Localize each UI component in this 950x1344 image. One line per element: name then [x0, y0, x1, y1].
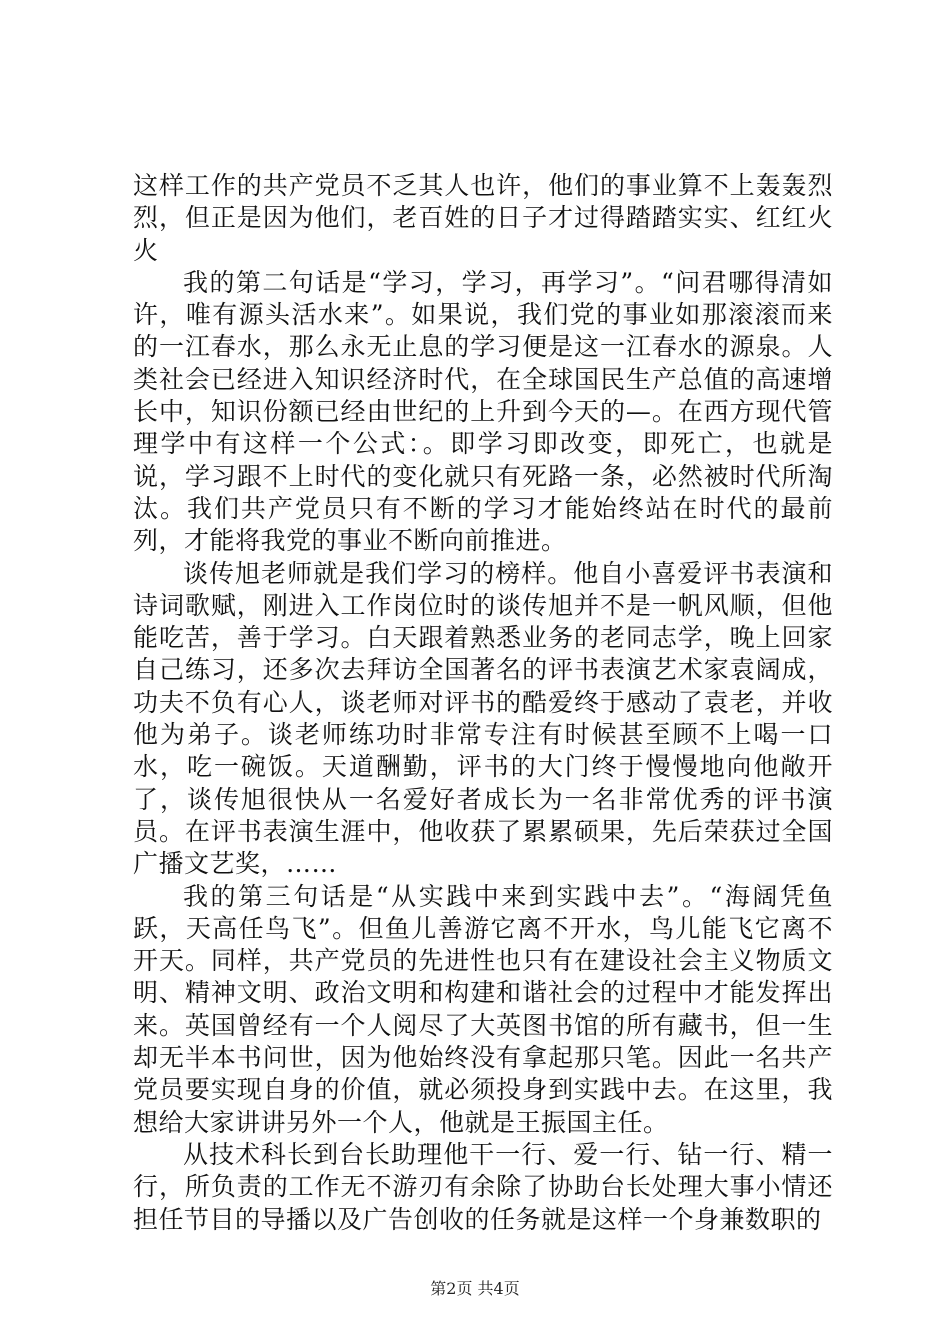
paragraph-third-sentence: 我的第三句话是“从实践中来到实践中去”。“海阔凭鱼跃，天高任鸟飞”。但鱼儿善游它离不开水，鸟儿能飞它离不开天。同样，共产党员的先进性也只有在建设社会主义物质文明、精神文明、政治文明和构建和谐社会的过程中才能发挥出来。英国曾经有一个人阅尽了大英图书馆的所有藏书，但一生却无半本书问世，因为他始终没有拿起那只笔。因此一名共产党员要实现自身的价值，就必须投身到实践中去。在这里，我想给大家讲讲另外一个人，他就是王振国主任。 — [133, 881, 833, 1137]
paragraph-tan-chuanxu: 谈传旭老师就是我们学习的榜样。他自小喜爱评书表演和诗词歌赋，刚进入工作岗位时的谈传旭并不是一帆风顺，但他能吃苦，善于学习。白天跟着熟悉业务的老同志学，晚上回家自己练习，还多次去拜访全国著名的评书表演艺术家袁阔成，功夫不负有心人，谈老师对评书的酷爱终于感动了袁老，并收他为弟子。谈老师练功时非常专注有时候甚至顾不上喝一口水，吃一碗饭。天道酬勤，评书的大门终于慢慢地向他敞开了，谈传旭很快从一名爱好者成长为一名非常优秀的评书演员。在评书表演生涯中，他收获了累累硕果，先后荣获过全国广播文艺奖，…… — [133, 558, 833, 879]
document-body — [133, 170, 833, 1236]
paragraph-continuation: 这样工作的共产党员不乏其人也许，他们的事业算不上轰轰烈烈，但正是因为他们，老百姓的日子才过得踏踏实实、红红火火 — [133, 171, 833, 265]
paragraph-wang-zhenguo: 从技术科长到台长助理他干一行、爱一行、钻一行、精一行，所负责的工作无不游刃有余除了协助台长处理大事小情还担任节目的导播以及广告创收的任务就是这样一个身兼数职的 — [133, 1139, 833, 1234]
page-footer: 第2页 共4页 — [430, 1279, 520, 1298]
paragraph-second-sentence: 我的第二句话是“学习，学习，再学习”。“问君哪得清如许，唯有源头活水来”。如果说，我们党的事业如那滚滚而来的一江春水，那么永无止息的学习便是这一江春水的源泉。人类社会已经进入知识经济时代，在全球国民生产总值的高速增长中，知识份额已经由世纪的上升到今天的—。在西方现代管理学中有这样一个公式：。即学习即改变，即死亡，也就是说，学习跟不上时代的变化就只有死路一条，必然被时代所淘汰。我们共产党员只有不断的学习才能始终站在时代的最前列，才能将我党的事业不断向前推进。 — [133, 267, 833, 556]
